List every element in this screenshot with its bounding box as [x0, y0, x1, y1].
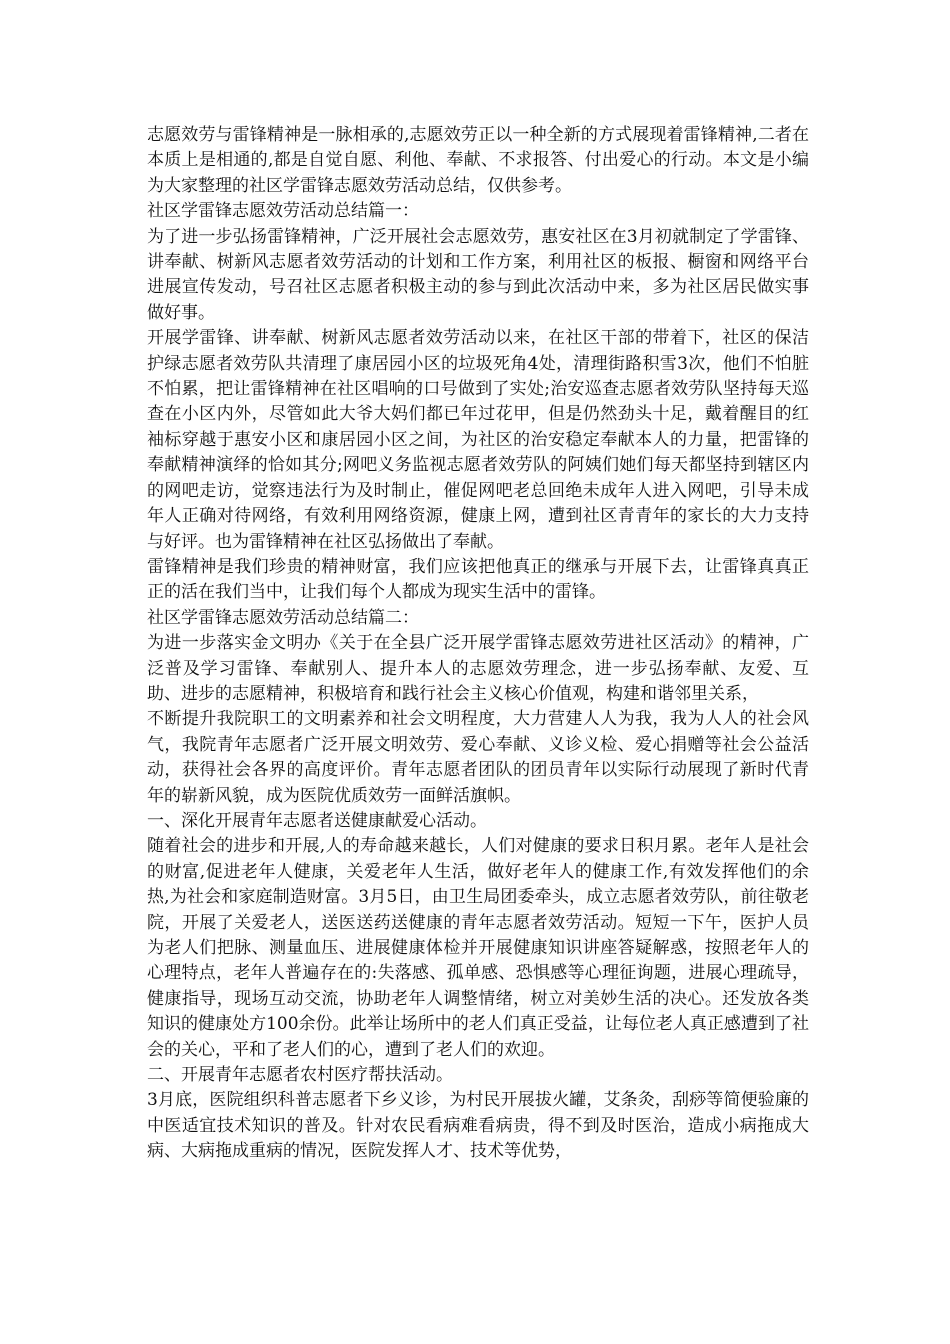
paragraph: 3月底，医院组织科普志愿者下乡义诊，为村民开展拔火罐，艾条灸，刮痧等简便验廉的中医适宜技术知识的普及。针对农民看病难看病贵，得不到及时医治，造成小病拖成大病、大病拖成重病的情况，医院发挥人才、技术等优势， [147, 1090, 809, 1162]
intro-paragraph: 志愿效劳与雷锋精神是一脉相承的,志愿效劳正以一种全新的方式展现着雷锋精神,二者在本质上是相通的,都是自觉自愿、利他、奉献、不求报答、付出爱心的行动。本文是小编为大家整理的社区学雷锋志愿效劳活动总结，仅供参考。 [147, 125, 809, 196]
subsection-heading-one: 一、深化开展青年志愿者送健康献爱心活动。 [147, 810, 487, 831]
paragraph: 为进一步落实金文明办《关于在全县广泛开展学雷锋志愿效劳进社区活动》的精神，广泛普及学习雷锋、奉献别人、提升本人的志愿效劳理念，进一步弘扬奉献、友爱、互助、进步的志愿精神，积极培育和践行社会主义核心价值观，构建和谐邻里关系， [147, 633, 809, 704]
paragraph: 开展学雷锋、讲奉献、树新风志愿者效劳活动以来，在社区干部的带着下，社区的保洁护绿志愿者效劳队共清理了康居园小区的垃圾死角4处，清理街路积雪3次，他们不怕脏不怕累，把让雷锋精神在社区唱响的口号做到了实处;治安巡查志愿者效劳队坚持每天巡查在小区内外，尽管如此大爷大妈们都已年过花甲，但是仍然劲头十足，戴着醒目的红袖标穿越于惠安小区和康居园小区之间，为社区的治安稳定奉献本人的力量，把雷锋的奉献精神演绎的恰如其分;网吧义务监视志愿者效劳队的阿姨们她们每天都坚持到辖区内的网吧走访，觉察违法行为及时制止，催促网吧老总回绝未成年人进入网吧，引导未成年人正确对待网络，有效利用网络资源，健康上网，遭到社区青青年的家长的大力支持与好评。也为雷锋精神在社区弘扬做出了奉献。 [147, 328, 809, 552]
section-heading-part-two: 社区学雷锋志愿效劳活动总结篇二： [147, 607, 419, 628]
section-heading-part-one: 社区学雷锋志愿效劳活动总结篇一： [147, 201, 419, 222]
paragraph: 为了进一步弘扬雷锋精神，广泛开展社会志愿效劳，惠安社区在3月初就制定了学雷锋、讲奉献、树新风志愿者效劳活动的计划和工作方案，利用社区的板报、橱窗和网络平台进展宣传发动，号召社区志愿者积极主动的参与到此次活动中来，多为社区居民做实事做好事。 [147, 226, 809, 323]
subsection-heading-two: 二、开展青年志愿者农村医疗帮扶活动。 [147, 1065, 453, 1086]
document-body [147, 123, 809, 1165]
paragraph: 雷锋精神是我们珍贵的精神财富，我们应该把他真正的继承与开展下去，让雷锋真真正正的活在我们当中，让我们每个人都成为现实生活中的雷锋。 [147, 556, 809, 603]
paragraph: 不断提升我院职工的文明素养和社会文明程度，大力营建人人为我，我为人人的社会风气，我院青年志愿者广泛开展文明效劳、爱心奉献、义诊义检、爱心捐赠等社会公益活动，获得社会各界的高度评价。青年志愿者团队的团员青年以实际行动展现了新时代青年的崭新风貌，成为医院优质效劳一面鲜活旗帜。 [147, 709, 809, 806]
paragraph: 随着社会的进步和开展,人的寿命越来越长，人们对健康的要求日积月累。老年人是社会的财富,促进老年人健康，关爱老年人生活，做好老年人的健康工作,有效发挥他们的余热,为社会和家庭制造财富。3月5日，由卫生局团委牵头，成立志愿者效劳队，前往敬老院，开展了关爱老人，送医送药送健康的青年志愿者效劳活动。短短一下午，医护人员为老人们把脉、测量血压、进展健康体检并开展健康知识讲座答疑解惑，按照老年人的心理特点，老年人普遍存在的:失落感、孤单感、恐惧感等心理征询题，进展心理疏导，健康指导，现场互动交流，协助老年人调整情绪，树立对美妙生活的决心。还发放各类知识的健康处方100余份。此举让场所中的老人们真正受益，让每位老人真正感遭到了社会的关心，平和了老人们的心，遭到了老人们的欢迎。 [147, 836, 809, 1060]
